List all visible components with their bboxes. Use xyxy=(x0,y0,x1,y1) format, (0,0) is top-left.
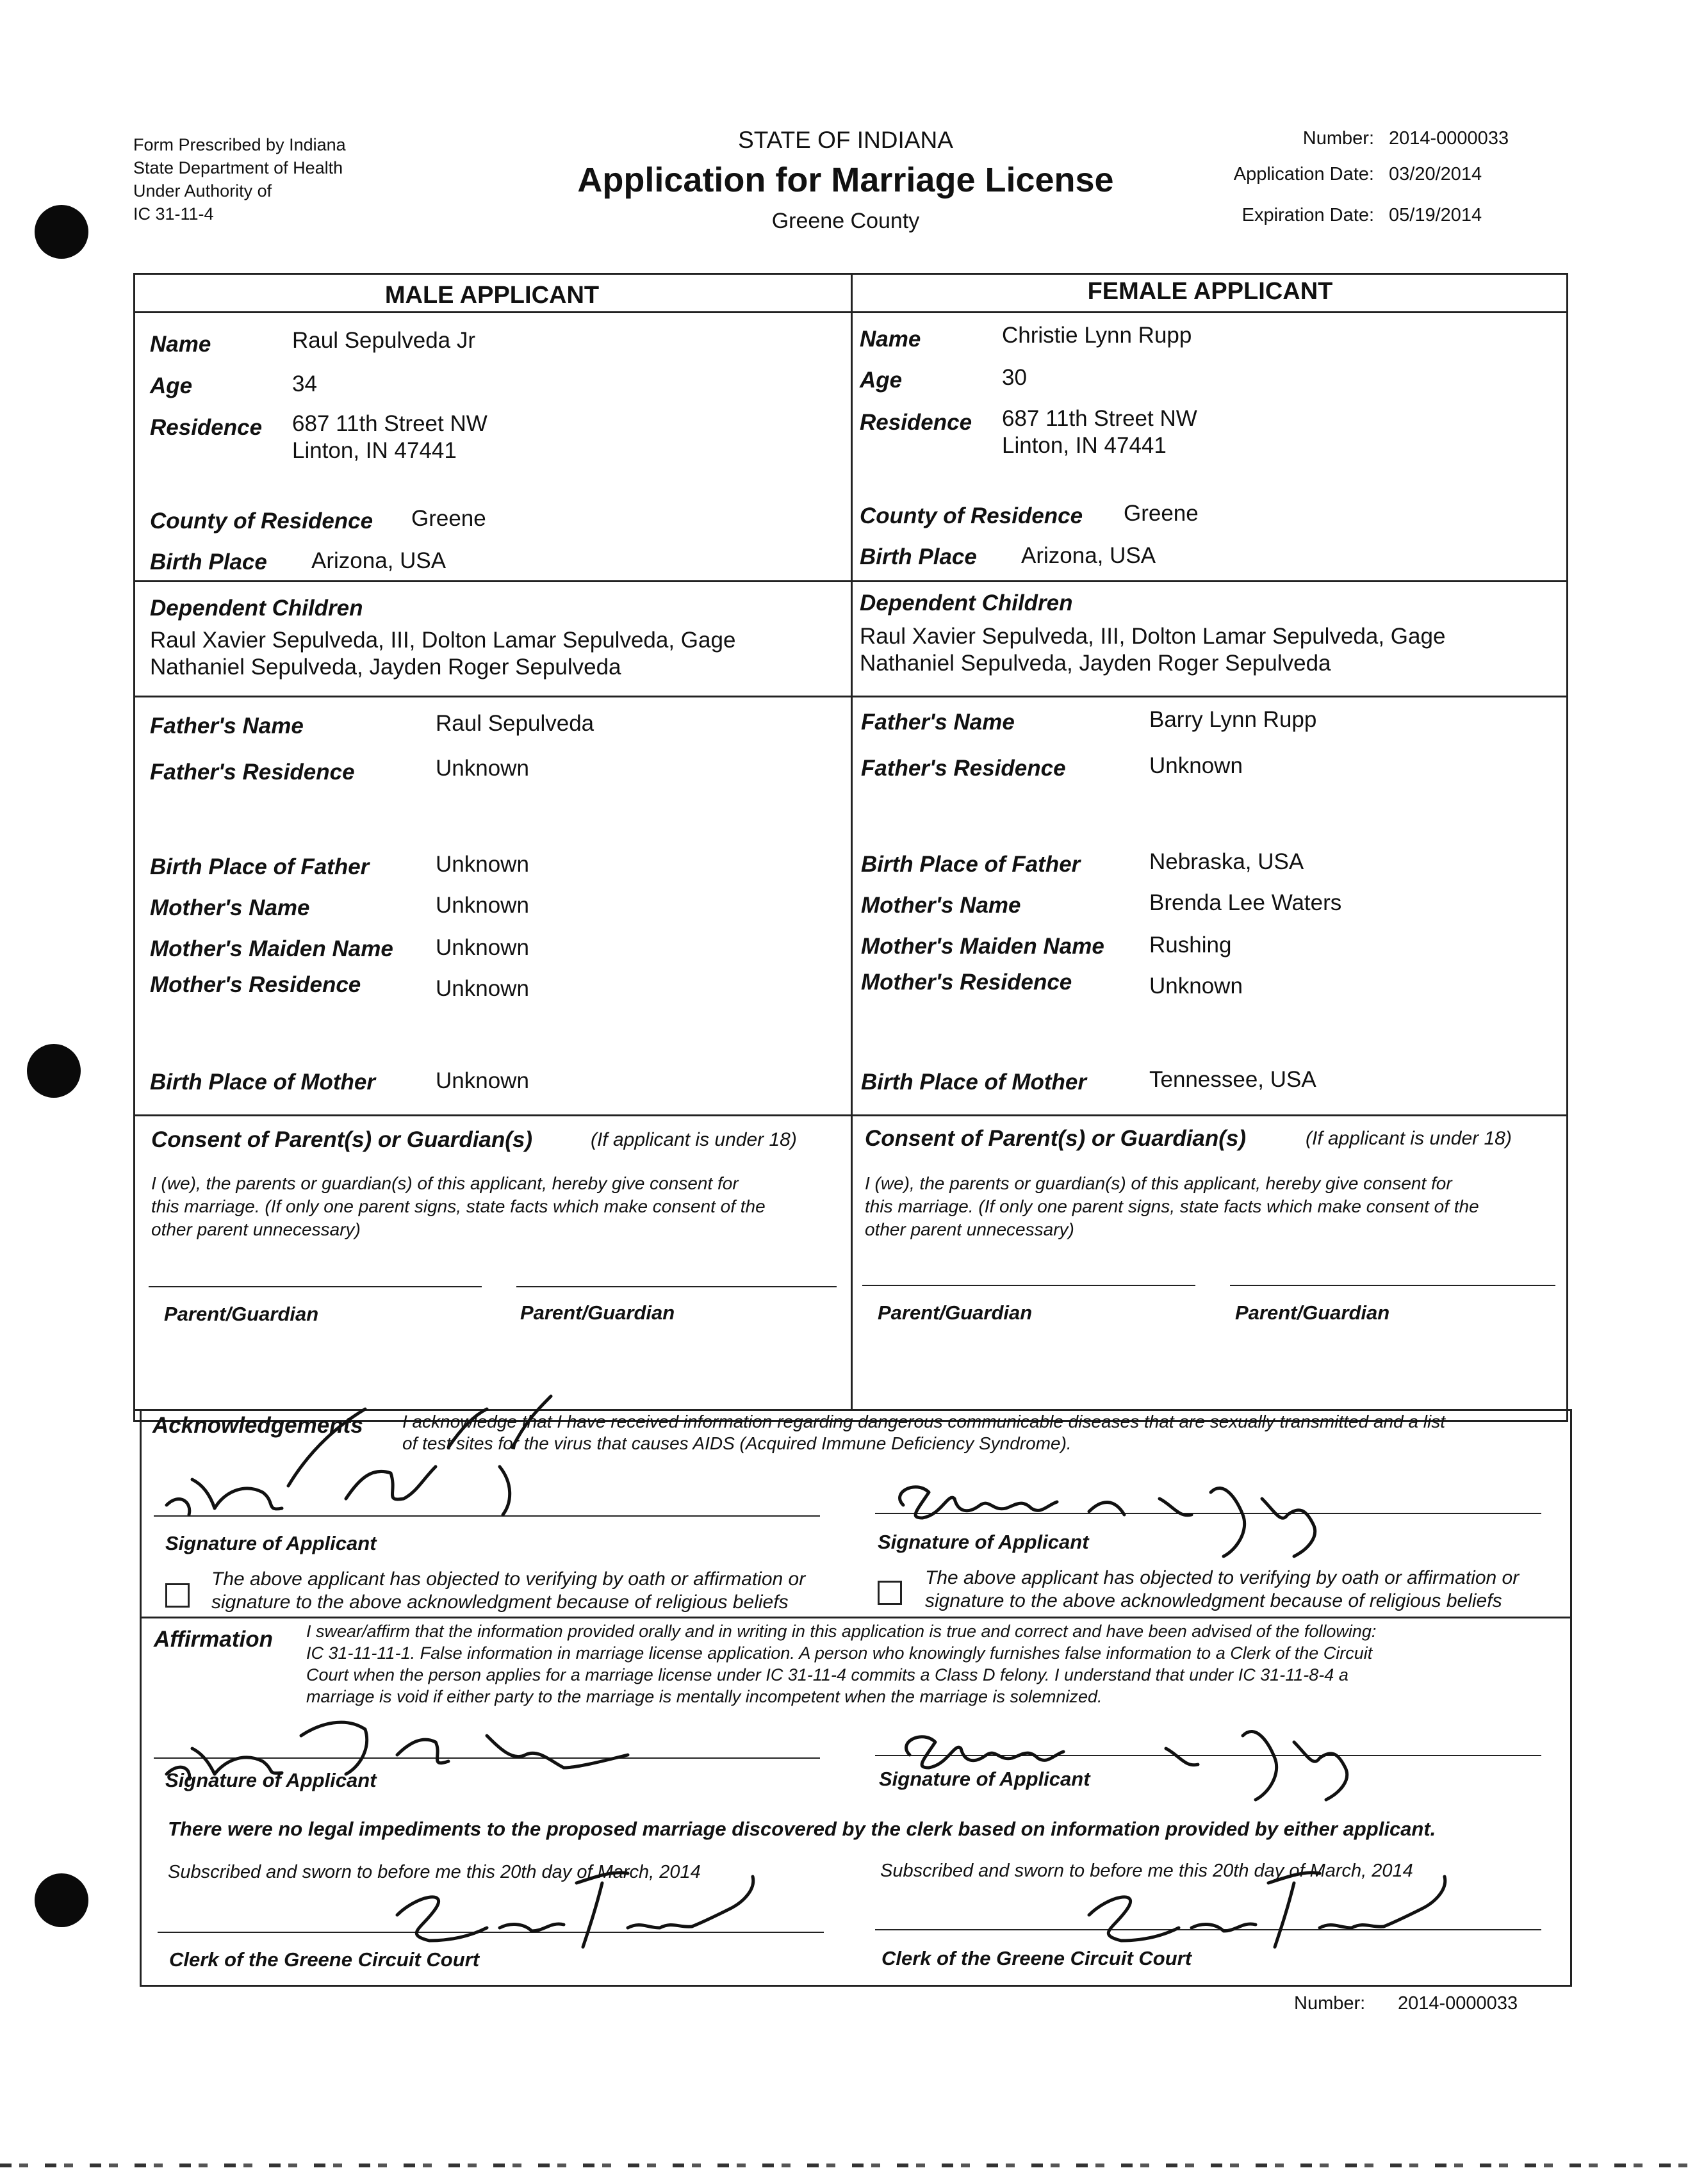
female-children-line2: Nathaniel Sepulveda, Jayden Roger Sepulveda xyxy=(860,651,1331,676)
form-note-line: Under Authority of xyxy=(133,181,272,200)
female-county-value: Greene xyxy=(1124,501,1199,526)
affirmation-text-3: Court when the person applies for a marriage license under IC 31-11-4 commits a Class D felony. I understand that under IC 31-11-8-4 a xyxy=(306,1665,1348,1684)
male-children-line2: Nathaniel Sepulveda, Jayden Roger Sepulveda xyxy=(150,655,621,680)
male-name-label: Name xyxy=(150,332,211,357)
female-consent-note: (If applicant is under 18) xyxy=(1306,1128,1512,1149)
male-mothers-name-value: Unknown xyxy=(436,893,529,918)
punch-hole-middle xyxy=(27,1044,81,1098)
female-consent-text-1: I (we), the parents or guardian(s) of this applicant, hereby give consent for xyxy=(865,1173,1452,1193)
male-name-value: Raul Sepulveda Jr xyxy=(292,328,475,353)
male-ack-signature xyxy=(154,1371,615,1524)
male-mothers-residence-value: Unknown xyxy=(436,976,529,1001)
male-clerk-signature xyxy=(359,1845,794,1953)
children-rule-bottom xyxy=(133,696,1568,697)
male-guardian-label-1: Parent/Guardian xyxy=(164,1303,319,1325)
female-guardian-label-2: Parent/Guardian xyxy=(1235,1301,1390,1324)
affirmation-text-4: marriage is void if either party to the marriage is mentally incompetent when the marriage is solemnized. xyxy=(306,1687,1102,1706)
male-ack-signature-label: Signature of Applicant xyxy=(165,1532,377,1554)
consent-rule xyxy=(133,1114,1568,1116)
female-objection-checkbox[interactable] xyxy=(878,1581,902,1605)
male-birth-place-mother-value: Unknown xyxy=(436,1068,529,1093)
heading-rule xyxy=(133,311,1568,313)
female-objection-text-1: The above applicant has objected to verifying by oath or affirmation or xyxy=(925,1567,1520,1588)
female-fathers-residence-label: Father's Residence xyxy=(861,756,1066,781)
female-birth-place-label: Birth Place xyxy=(860,544,977,569)
male-guardian-line-2 xyxy=(516,1286,837,1287)
male-fathers-name-label: Father's Name xyxy=(150,713,304,738)
male-sworn-text: Subscribed and sworn to before me this 20th day of March, 2014 xyxy=(168,1862,701,1882)
male-children-line1: Raul Xavier Sepulveda, III, Dolton Lamar Sepulveda, Gage xyxy=(150,628,736,653)
female-affirm-signature-label: Signature of Applicant xyxy=(879,1768,1090,1790)
female-mothers-name-label: Mother's Name xyxy=(861,893,1021,918)
male-mothers-residence-label: Mother's Residence xyxy=(150,972,361,997)
female-fathers-residence-value: Unknown xyxy=(1149,753,1243,778)
female-age-label: Age xyxy=(860,368,903,393)
female-birth-place-father-label: Birth Place of Father xyxy=(861,852,1081,877)
male-consent-title: Consent of Parent(s) or Guardian(s) xyxy=(151,1127,533,1152)
male-birth-place-label: Birth Place xyxy=(150,550,267,575)
female-guardian-line-2 xyxy=(1230,1285,1555,1286)
application-date-value: 03/20/2014 xyxy=(1389,164,1482,184)
footer-number-label: Number: xyxy=(1294,1993,1366,2014)
female-name-label: Name xyxy=(860,327,921,352)
scan-edge-artifact xyxy=(0,2164,1688,2167)
male-mothers-name-label: Mother's Name xyxy=(150,895,310,920)
male-residence-label: Residence xyxy=(150,415,263,440)
affirmation-text-1: I swear/affirm that the information provided orally and in writing in this application is true and correct and have been advised of the following: xyxy=(306,1622,1377,1641)
children-rule-top xyxy=(133,580,1568,582)
female-residence-line2: Linton, IN 47441 xyxy=(1002,433,1167,458)
female-applicant-heading: FEMALE APPLICANT xyxy=(1087,278,1333,305)
female-mothers-residence-label: Mother's Residence xyxy=(861,970,1072,995)
female-guardian-line-1 xyxy=(862,1285,1195,1286)
male-mothers-maiden-value: Unknown xyxy=(436,935,529,960)
affirmation-title: Affirmation xyxy=(154,1627,274,1652)
male-birth-place-mother-label: Birth Place of Mother xyxy=(150,1070,375,1095)
female-ack-signature-label: Signature of Applicant xyxy=(878,1531,1089,1553)
male-consent-text-3: other parent unnecessary) xyxy=(151,1219,361,1239)
female-clerk-signature xyxy=(1051,1845,1486,1953)
affirmation-text-2: IC 31-11-11-1. False information in marriage license application. A person who knowingly furnishes false information to a Clerk of the Circuit xyxy=(306,1643,1373,1663)
punch-hole-top xyxy=(35,205,88,259)
male-objection-text-1: The above applicant has objected to verifying by oath or affirmation or xyxy=(211,1569,806,1590)
column-divider xyxy=(851,273,853,1409)
female-affirm-signature xyxy=(884,1697,1397,1813)
number-label: Number: xyxy=(1302,128,1374,149)
female-consent-text-3: other parent unnecessary) xyxy=(865,1219,1074,1239)
female-fathers-name-value: Barry Lynn Rupp xyxy=(1149,707,1317,732)
male-guardian-line-1 xyxy=(149,1286,482,1287)
impediments-statement: There were no legal impediments to the proposed marriage discovered by the clerk based on information provided by either applicant. xyxy=(168,1818,1436,1840)
male-age-label: Age xyxy=(150,373,193,398)
female-birth-place-mother-value: Tennessee, USA xyxy=(1149,1067,1316,1092)
male-affirm-signature xyxy=(154,1678,641,1781)
male-applicant-heading: MALE APPLICANT xyxy=(384,282,600,309)
male-clerk-label: Clerk of the Greene Circuit Court xyxy=(169,1948,480,1971)
form-note-line: IC 31-11-4 xyxy=(133,204,214,224)
female-residence-label: Residence xyxy=(860,410,972,435)
expiration-date-label: Expiration Date: xyxy=(1241,205,1374,225)
female-birth-place-mother-label: Birth Place of Mother xyxy=(861,1070,1086,1095)
male-mothers-maiden-label: Mother's Maiden Name xyxy=(150,936,393,961)
male-affirm-signature-label: Signature of Applicant xyxy=(165,1769,377,1791)
female-mothers-maiden-value: Rushing xyxy=(1149,933,1232,958)
male-county-label: County of Residence xyxy=(150,509,373,534)
male-fathers-residence-value: Unknown xyxy=(436,756,529,781)
expiration-date-value: 05/19/2014 xyxy=(1389,205,1482,225)
male-age-value: 34 xyxy=(292,371,317,396)
male-guardian-label-2: Parent/Guardian xyxy=(520,1301,675,1324)
affirmation-rule xyxy=(140,1617,1572,1618)
acknowledgements-title: Acknowledgements xyxy=(152,1413,363,1438)
county-title: Greene County xyxy=(771,209,920,233)
female-objection-text-2: signature to the above acknowledgment because of religious beliefs xyxy=(925,1590,1502,1611)
male-consent-text-1: I (we), the parents or guardian(s) of this applicant, hereby give consent for xyxy=(151,1173,739,1193)
female-consent-title: Consent of Parent(s) or Guardian(s) xyxy=(865,1126,1247,1151)
male-objection-text-2: signature to the above acknowledgment because of religious beliefs xyxy=(211,1592,789,1613)
acknowledgements-text-2: of test sites for the virus that causes AIDS (Acquired Immune Deficiency Syndrome). xyxy=(402,1433,1072,1453)
male-birth-place-value: Arizona, USA xyxy=(311,548,447,573)
male-objection-checkbox[interactable] xyxy=(165,1583,190,1608)
male-consent-text-2: this marriage. (If only one parent signs, state facts which make consent of the xyxy=(151,1196,766,1216)
form-prescribed-note xyxy=(133,133,346,225)
state-title: STATE OF INDIANA xyxy=(738,127,953,153)
female-children-line1: Raul Xavier Sepulveda, III, Dolton Lamar Sepulveda, Gage xyxy=(860,624,1446,649)
female-age-value: 30 xyxy=(1002,365,1027,390)
page-title: Application for Marriage License xyxy=(577,161,1114,199)
number-value: 2014-0000033 xyxy=(1389,128,1509,149)
male-county-value: Greene xyxy=(411,506,486,531)
application-date-label: Application Date: xyxy=(1233,164,1374,184)
female-ack-signature xyxy=(878,1454,1364,1569)
female-name-value: Christie Lynn Rupp xyxy=(1002,323,1192,348)
male-fathers-residence-label: Father's Residence xyxy=(150,760,355,785)
male-birth-place-father-value: Unknown xyxy=(436,852,529,877)
female-fathers-name-label: Father's Name xyxy=(861,710,1015,735)
male-residence-line1: 687 11th Street NW xyxy=(292,411,488,436)
male-birth-place-father-label: Birth Place of Father xyxy=(150,854,370,879)
female-guardian-label-1: Parent/Guardian xyxy=(878,1301,1033,1324)
form-note-line: Form Prescribed by Indiana xyxy=(133,135,346,154)
form-note-line: State Department of Health xyxy=(133,158,343,177)
punch-hole-bottom xyxy=(35,1873,88,1927)
male-consent-note: (If applicant is under 18) xyxy=(591,1129,797,1150)
male-children-label: Dependent Children xyxy=(150,596,363,621)
female-birth-place-value: Arizona, USA xyxy=(1021,543,1156,568)
female-mothers-residence-value: Unknown xyxy=(1149,974,1243,998)
female-mothers-name-value: Brenda Lee Waters xyxy=(1149,890,1342,915)
acknowledgements-text-1: I acknowledge that I have received information regarding dangerous communicable diseases that are sexually transmitted and a list xyxy=(402,1412,1446,1431)
female-mothers-maiden-label: Mother's Maiden Name xyxy=(861,934,1104,959)
male-fathers-name-value: Raul Sepulveda xyxy=(436,711,594,736)
female-clerk-label: Clerk of the Greene Circuit Court xyxy=(881,1947,1192,1969)
female-consent-text-2: this marriage. (If only one parent signs, state facts which make consent of the xyxy=(865,1196,1479,1216)
female-birth-place-father-value: Nebraska, USA xyxy=(1149,849,1304,874)
female-children-label: Dependent Children xyxy=(860,591,1073,615)
female-sworn-text: Subscribed and sworn to before me this 20th day of March, 2014 xyxy=(880,1861,1413,1881)
female-residence-line1: 687 11th Street NW xyxy=(1002,406,1197,431)
female-county-label: County of Residence xyxy=(860,503,1083,528)
footer-number-value: 2014-0000033 xyxy=(1398,1993,1518,2014)
male-residence-line2: Linton, IN 47441 xyxy=(292,438,457,463)
